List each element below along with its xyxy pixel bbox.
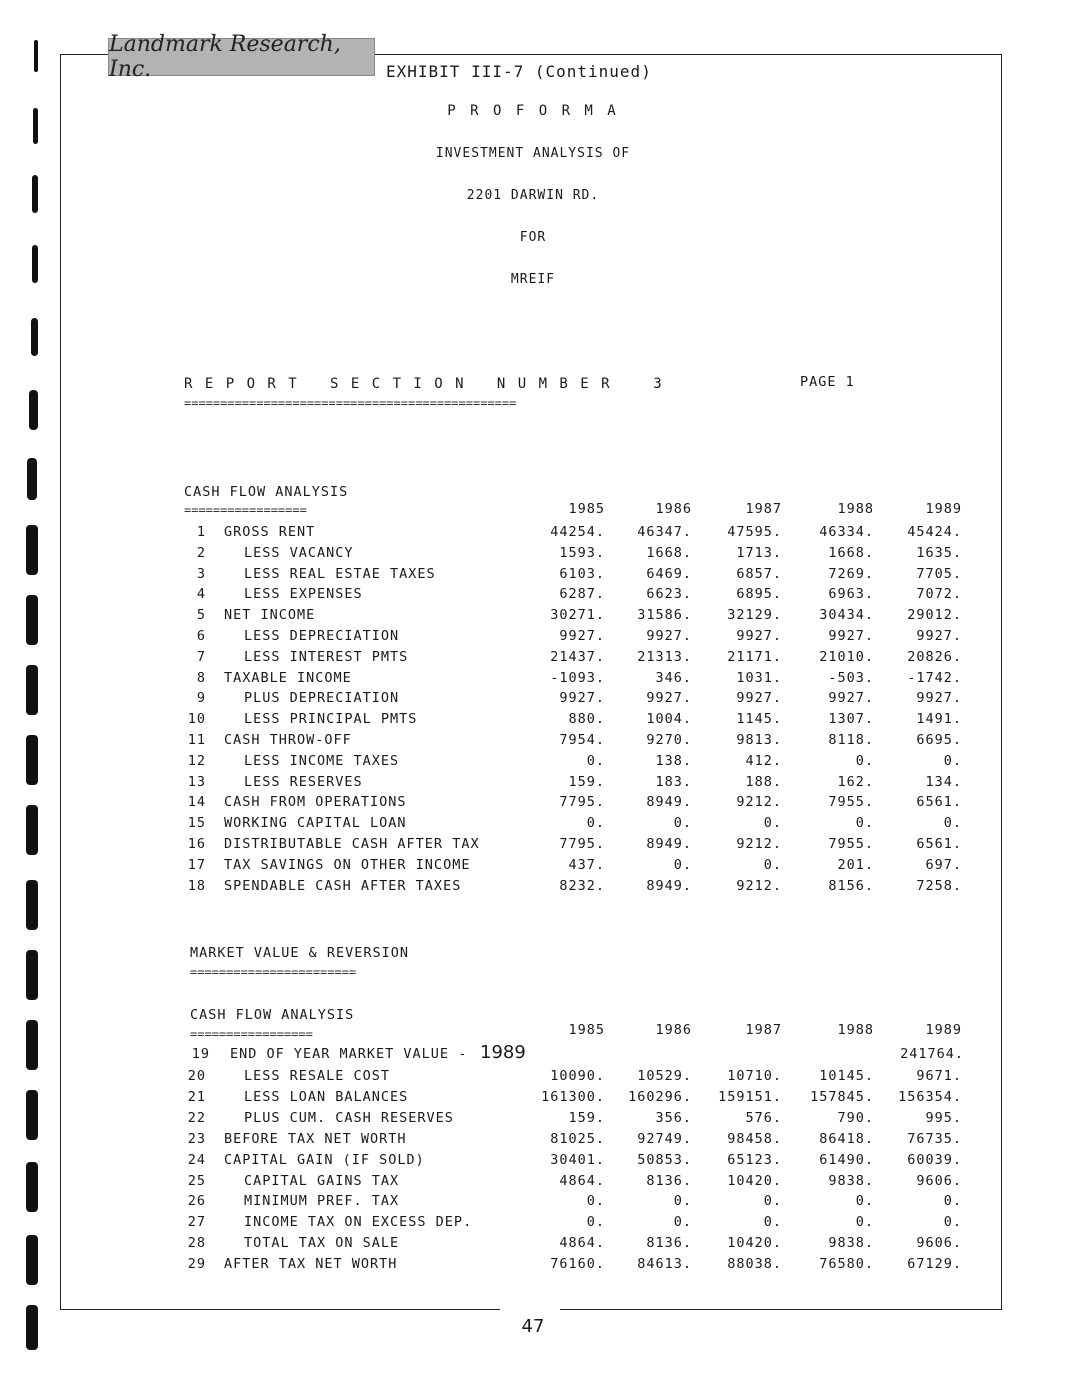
row-value: 7258. (916, 877, 962, 894)
row-value: 32129. (727, 607, 782, 624)
row-value: 7705. (916, 565, 962, 582)
row-value: 0. (855, 752, 874, 769)
row-value: 98458. (727, 1130, 782, 1147)
row-value: 1145. (736, 711, 782, 728)
row-value: 9927. (736, 690, 782, 707)
row-value: 8136. (646, 1235, 692, 1252)
row-label: PLUS DEPRECIATION (244, 690, 400, 707)
row-label: BEFORE TAX NET WORTH (224, 1130, 407, 1147)
row-number: 8 (196, 669, 206, 686)
row-label: GROSS RENT (224, 524, 316, 540)
row-value: 9671. (916, 1068, 962, 1084)
row-number: 14 (187, 794, 206, 811)
year-header: 1987 (745, 501, 782, 517)
row-value: 0. (763, 1214, 782, 1231)
row-value: 1635. (916, 544, 962, 561)
row-label: CAPITAL GAIN (IF SOLD) (224, 1151, 425, 1168)
row-value: 8156. (828, 877, 874, 894)
row-number: 25 (187, 1172, 206, 1189)
row-value: 138. (655, 752, 692, 769)
header-line-address: 2201 DARWIN RD. (466, 188, 600, 203)
row-value: 21313. (637, 648, 692, 665)
market-value-title: MARKET VALUE & REVERSION (190, 945, 410, 961)
cashflow-title-rule: ================= (184, 503, 307, 517)
row-number: 15 (187, 815, 206, 832)
row-value: 0. (943, 1214, 962, 1231)
row-value: 356. (655, 1109, 692, 1126)
row-value: 30271. (550, 607, 605, 624)
row-number: 19 (191, 1046, 210, 1062)
row-value: 9927. (828, 690, 874, 707)
row-number: 6 (196, 628, 206, 644)
binder-hole (26, 1020, 38, 1070)
row-number: 29 (187, 1256, 206, 1273)
row-label: MINIMUM PREF. TAX (244, 1193, 400, 1210)
row-value: 61490. (819, 1151, 874, 1168)
row-number: 1 (196, 524, 206, 540)
row-value: 995. (925, 1109, 962, 1126)
header-line-proforma: P R O F O R M A (447, 103, 619, 119)
row-label: AFTER TAX NET WORTH (224, 1256, 398, 1273)
row-value: 1713. (736, 544, 782, 561)
binder-hole (26, 665, 38, 715)
binder-hole (27, 458, 37, 500)
row-value: 45424. (907, 524, 962, 540)
row-value: 0. (673, 1214, 692, 1231)
row-label: INCOME TAX ON EXCESS DEP. (244, 1214, 473, 1231)
row-number: 16 (187, 836, 206, 852)
row-value: 161300. (541, 1088, 605, 1105)
row-number: 18 (187, 877, 206, 894)
row-value: 1668. (828, 544, 874, 561)
market-value-rule: ======================= (190, 965, 357, 979)
row-value: 880. (568, 711, 605, 728)
row-value: 44254. (550, 524, 605, 540)
row-value: 8232. (559, 877, 605, 894)
row-value: 156354. (898, 1088, 962, 1105)
company-logo (108, 32, 375, 82)
row-value: 0. (586, 815, 605, 832)
year-header: 1986 (655, 1022, 692, 1038)
row-value: 0. (943, 752, 962, 769)
logo-text: Landmark Research, Inc. (109, 32, 341, 82)
row-number: 9 (196, 690, 206, 707)
row-label: LESS LOAN BALANCES (244, 1088, 409, 1105)
row-value: 162. (837, 773, 874, 790)
row-value: 9927. (828, 628, 874, 644)
row-label: LESS REAL ESTAE TAXES (244, 565, 436, 582)
row-label: END OF YEAR MARKET VALUE - (230, 1046, 468, 1062)
row-value: 9927. (736, 628, 782, 644)
row-value: 10420. (727, 1235, 782, 1252)
row-value: 437. (568, 856, 605, 873)
row-value: 188. (745, 773, 782, 790)
year-header: 1988 (837, 501, 874, 517)
row-value: 21437. (550, 648, 605, 665)
row-value: 10529. (637, 1068, 692, 1084)
row-value: 7954. (559, 732, 605, 748)
binder-hole (26, 950, 38, 1000)
row-value: 6963. (828, 586, 874, 603)
header-line-client: MREIF (510, 272, 556, 287)
binder-hole (26, 880, 38, 930)
row-number: 2 (196, 544, 206, 561)
row-label: DISTRIBUTABLE CASH AFTER TAX (224, 836, 480, 852)
row-value: 9838. (828, 1235, 874, 1252)
row-label: PLUS CUM. CASH RESERVES (244, 1109, 454, 1126)
row-value: 7269. (828, 565, 874, 582)
row-value: 346. (655, 669, 692, 686)
row-value: 7955. (828, 836, 874, 852)
row-value: 21010. (819, 648, 874, 665)
row-number: 13 (187, 773, 206, 790)
row-value: 9606. (916, 1235, 962, 1252)
row-value: 0. (763, 856, 782, 873)
row-value: 4864. (559, 1172, 605, 1189)
row-value: 86418. (819, 1130, 874, 1147)
header-line-for: FOR (519, 230, 547, 245)
report-section-heading: R E P O R T S E C T I O N N U M B E R 3 (184, 376, 664, 392)
row-value: -503. (828, 669, 874, 686)
row-value: 6895. (736, 586, 782, 603)
binder-hole (26, 525, 38, 575)
row-value: 159. (568, 773, 605, 790)
row-label: LESS VACANCY (244, 544, 354, 561)
row-value: 201. (837, 856, 874, 873)
row-label: LESS INTEREST PMTS (244, 648, 409, 665)
row-value: 46347. (637, 524, 692, 540)
row-number: 26 (187, 1193, 206, 1210)
year-header: 1985 (568, 1022, 605, 1038)
row-label: NET INCOME (224, 607, 316, 624)
row-value: 0. (586, 752, 605, 769)
row-value: 7795. (559, 836, 605, 852)
header-line-investment: INVESTMENT ANALYSIS OF (435, 146, 631, 161)
row-value: 9927. (559, 690, 605, 707)
row-value: 6695. (916, 732, 962, 748)
row-value: 0. (586, 1193, 605, 1210)
row-label: TAX SAVINGS ON OTHER INCOME (224, 856, 471, 873)
row-value: 29012. (907, 607, 962, 624)
row-value: 30401. (550, 1151, 605, 1168)
year-header: 1988 (837, 1022, 874, 1038)
page-label: PAGE 1 (800, 374, 855, 390)
row-value: 65123. (727, 1151, 782, 1168)
row-label: TOTAL TAX ON SALE (244, 1235, 400, 1252)
row-label: LESS RESALE COST (244, 1068, 391, 1084)
row-number: 12 (187, 752, 206, 769)
row-value: 134. (925, 773, 962, 790)
row-value: 241764. (900, 1046, 964, 1062)
row-value: 47595. (727, 524, 782, 540)
row-value: 7795. (559, 794, 605, 811)
row-number: 17 (187, 856, 206, 873)
row-value: 21171. (727, 648, 782, 665)
row-value: 0. (763, 815, 782, 832)
row-value: 76160. (550, 1256, 605, 1273)
row-number: 21 (187, 1088, 206, 1105)
row-label: WORKING CAPITAL LOAN (224, 815, 407, 832)
row-value: 7072. (916, 586, 962, 603)
row-value: 88038. (727, 1256, 782, 1273)
row-value: 790. (837, 1109, 874, 1126)
frame-gap (500, 1305, 560, 1315)
row-value: 76580. (819, 1256, 874, 1273)
row-label: TAXABLE INCOME (224, 669, 352, 686)
row-value: 9838. (828, 1172, 874, 1189)
row-value: 0. (673, 1193, 692, 1210)
row-value: 9606. (916, 1172, 962, 1189)
row-value: 0. (855, 1214, 874, 1231)
row-value: 1307. (828, 711, 874, 728)
row-value: 20826. (907, 648, 962, 665)
row-value: 0. (586, 1214, 605, 1231)
row-label: LESS DEPRECIATION (244, 628, 400, 644)
binder-hole (26, 805, 38, 855)
exhibit-title: EXHIBIT III-7 (Continued) (382, 62, 656, 81)
row-value: 1491. (916, 711, 962, 728)
row-value: 6857. (736, 565, 782, 582)
row-value: 8949. (646, 836, 692, 852)
row-label: LESS PRINCIPAL PMTS (244, 711, 418, 728)
cashflow-title: CASH FLOW ANALYSIS (184, 484, 349, 500)
year-header: 1989 (925, 1022, 962, 1038)
year-header: 1985 (568, 501, 605, 517)
row-number: 11 (187, 732, 206, 748)
row-value: 159. (568, 1109, 605, 1126)
row-value: 10710. (727, 1068, 782, 1084)
row-value: 160296. (628, 1088, 692, 1105)
report-section-rule: ============================================== (184, 396, 517, 410)
row-value: 10420. (727, 1172, 782, 1189)
binder-hole (29, 390, 38, 430)
row-value: 697. (925, 856, 962, 873)
row-label: LESS INCOME TAXES (244, 752, 400, 769)
row-value: 92749. (637, 1130, 692, 1147)
row-value: 81025. (550, 1130, 605, 1147)
row-value: 6623. (646, 586, 692, 603)
row-value: 0. (943, 815, 962, 832)
row-value: 183. (655, 773, 692, 790)
year-header: 1987 (745, 1022, 782, 1038)
cashflow-subtitle: CASH FLOW ANALYSIS (190, 1007, 355, 1023)
row-value: 67129. (907, 1256, 962, 1273)
row-value: 30434. (819, 607, 874, 624)
row-value: 9270. (646, 732, 692, 748)
row-label: LESS EXPENSES (244, 586, 363, 603)
row-value: 0. (855, 1193, 874, 1210)
row-number: 28 (187, 1235, 206, 1252)
row-value: 0. (943, 1193, 962, 1210)
row-number: 7 (196, 648, 206, 665)
year-header: 1989 (925, 501, 962, 517)
row-value: -1742. (907, 669, 962, 686)
year-header: 1986 (655, 501, 692, 517)
row-value: 46334. (819, 524, 874, 540)
row-number: 5 (196, 607, 206, 624)
handwritten-year: 1989 (480, 1042, 526, 1063)
row-value: 10145. (819, 1068, 874, 1084)
row-label: CAPITAL GAINS TAX (244, 1172, 400, 1189)
row-value: 412. (745, 752, 782, 769)
row-number: 24 (187, 1151, 206, 1168)
row-value: 9927. (646, 628, 692, 644)
row-label: CASH THROW-OFF (224, 732, 352, 748)
binder-hole (26, 1235, 38, 1285)
row-value: 76735. (907, 1130, 962, 1147)
row-number: 4 (196, 586, 206, 603)
row-value: 9813. (736, 732, 782, 748)
row-label: SPENDABLE CASH AFTER TAXES (224, 877, 462, 894)
row-value: 50853. (637, 1151, 692, 1168)
row-value: 10090. (550, 1068, 605, 1084)
row-number: 27 (187, 1214, 206, 1231)
row-value: 9927. (916, 628, 962, 644)
row-label: LESS RESERVES (244, 773, 363, 790)
row-value: 31586. (637, 607, 692, 624)
row-value: 84613. (637, 1256, 692, 1273)
row-value: 9927. (559, 628, 605, 644)
row-value: 157845. (810, 1088, 874, 1105)
row-value: 60039. (907, 1151, 962, 1168)
row-value: 7955. (828, 794, 874, 811)
row-value: 9212. (736, 877, 782, 894)
binder-hole (31, 318, 38, 356)
row-value: 1004. (646, 711, 692, 728)
row-number: 10 (187, 711, 206, 728)
row-value: 8118. (828, 732, 874, 748)
row-value: 9927. (916, 690, 962, 707)
row-value: 6287. (559, 586, 605, 603)
row-value: 0. (673, 856, 692, 873)
row-value: 9212. (736, 794, 782, 811)
row-number: 22 (187, 1109, 206, 1126)
row-label: CASH FROM OPERATIONS (224, 794, 407, 811)
row-value: 9927. (646, 690, 692, 707)
row-value: 576. (745, 1109, 782, 1126)
row-value: 159151. (718, 1088, 782, 1105)
cashflow-subtitle-rule: ================= (190, 1027, 313, 1041)
row-value: 1668. (646, 544, 692, 561)
row-number: 20 (187, 1068, 206, 1084)
row-value: 8136. (646, 1172, 692, 1189)
row-value: 8949. (646, 877, 692, 894)
row-number: 3 (196, 565, 206, 582)
row-value: 6469. (646, 565, 692, 582)
row-value: 9212. (736, 836, 782, 852)
binder-hole (26, 595, 38, 645)
row-value: 4864. (559, 1235, 605, 1252)
row-value: -1093. (550, 669, 605, 686)
page-number: 47 (521, 1316, 545, 1337)
binder-hole (26, 735, 38, 785)
binder-hole (26, 1090, 38, 1140)
row-value: 0. (855, 815, 874, 832)
row-value: 0. (763, 1193, 782, 1210)
row-value: 8949. (646, 794, 692, 811)
row-value: 1593. (559, 544, 605, 561)
row-number: 23 (187, 1130, 206, 1147)
binder-hole (26, 1162, 38, 1212)
binder-hole (34, 40, 38, 72)
row-value: 1031. (736, 669, 782, 686)
row-value: 6561. (916, 836, 962, 852)
row-value: 0. (673, 815, 692, 832)
row-value: 6561. (916, 794, 962, 811)
row-value: 6103. (559, 565, 605, 582)
